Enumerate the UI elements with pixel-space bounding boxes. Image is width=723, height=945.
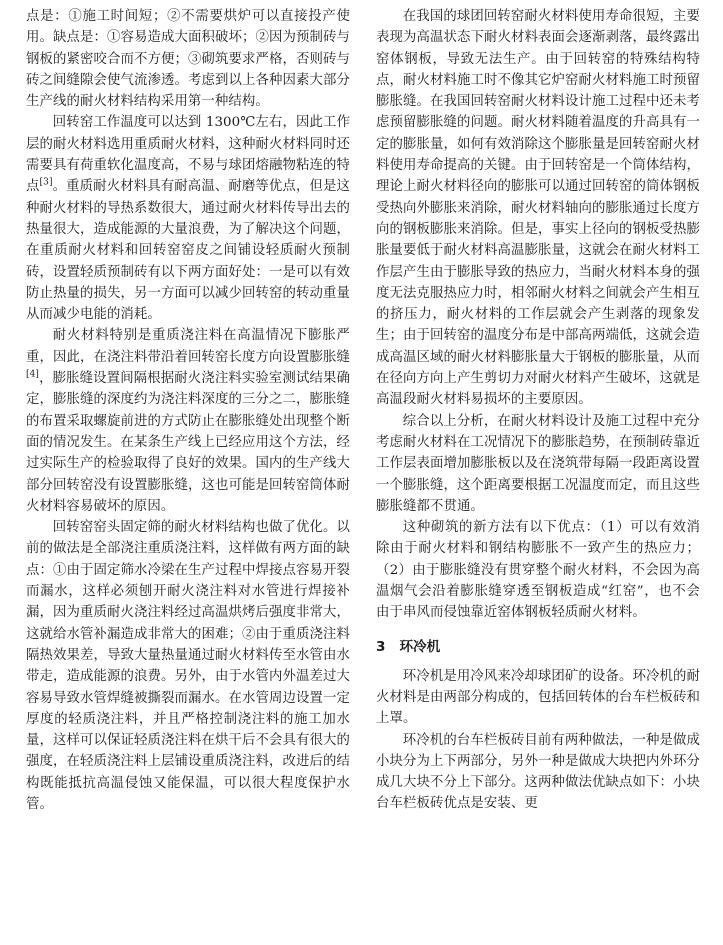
paragraph-expansion-joint — [26, 325, 350, 517]
left-column — [26, 6, 350, 815]
paragraph-service-life: 在我国的球团回转窑耐火材料使用寿命很短，主要表现为高温状态下耐火材料表面会逐渐剥落，最终露出窑体钢板，导致无法生产。由于回转窑的特殊结构特点，耐火材料施工时不像其它炉窑耐火材料施工时预留膨胀缝。在我国回转窑耐火材料设计施工过程中还未考虑预留膨胀缝的问题。耐火材料随着温度的升高具有一定的膨胀量，如何有效消除这个膨胀量是回转窑耐火材料使用寿命提高的关键。由于回转窑是一个筒体结构，理论上耐火材料径向的膨胀可以通过回转窑的筒体钢板受热向外膨胀来消除，耐火材料轴向的膨胀通过长度方向的钢板膨胀来消除。但是，事实上径向的钢板受热膨胀量要低于耐火材料高温膨胀量，这就会在耐火材料工作层产生由于膨胀导致的热应力，当耐火材料本身的强度无法克服热应力时，相邻耐火材料之间就会产生相互的挤压力，耐火材料的工作层就会产生剥落的现象发生；由于回转窑的温度分布是中部高两端低，这就会造成高温区域的耐火材料膨胀量大于钢板的膨胀量，从而在径向方向上产生剪切力对耐火材料产生破坏，这就是高温段耐火材料易损坏的主要原因。 — [376, 9, 700, 408]
paragraph-ring-cooler-bricks: 环冷机的台车栏板砖目前有两种做法，一种是做成小块分为上下两部分，另外一种是做成大块把内外环分成几大块不分上下部分。这两种做法优缺点如下：小块台车栏板砖优点是安装、更 — [376, 732, 700, 812]
paragraph-text: 耐火材料特别是重质浇注料在高温情况下膨胀严重，因此，在浇注料带沿着回转窑长度方向设置膨胀缝 — [26, 328, 350, 365]
paragraph-text: 。重质耐火材料具有耐高温、耐磨等优点，但是这种耐火材料的导热系数很大，通过耐火材料传导出去的热量很大，造成能源的大量浪费，为了解决这个问题，在重质耐火材料和回转窑窑皮之间铺设轻质耐火预制砖，设置轻质预制砖有以下两方面好处：一是可以有效防止热量的损失，另一方面可以减少回转窑的转动重量从而减少电能的消耗。 — [26, 179, 350, 323]
citation-ref: [3] — [39, 177, 53, 188]
section-title: 环冷机 — [399, 638, 441, 655]
paragraph-analysis-summary: 综合以上分析，在耐火材料设计及施工过程中充分考虑耐火材料在工况情况下的膨胀趋势，在预制砖靠近工作层表面增加膨胀板以及在浇筑带每隔一段距离设置一个膨胀缝，这个距离要根据工况温度而定，而且这些膨胀缝都不贯通。 — [376, 413, 700, 514]
section-heading — [376, 636, 700, 658]
paragraph-working-layer — [26, 112, 350, 325]
citation-ref: [4] — [26, 369, 40, 380]
paragraph-text: ，膨胀缝设置间隔根据耐火浇注料实验室测试结果确定，膨胀缝的深度约为浇注料深度的三分之二，膨胀缝的布置采取螺旋前进的方式防止在膨胀缝处出现整个断面的情况发生。在某条生产线上已经应用这个方法，经过实际生产的检验取得了良好的效果。国内的生产线大部分回转窑没有设置膨胀缝，这也可能是回转窑筒体耐火材料容易破坏的原因。 — [26, 371, 350, 514]
paragraph-fixed-screen: 回转窑窑头固定筛的耐火材料结构也做了优化。以前的做法是全部浇注重质浇注料，这样做有两方面的缺点：①由于固定筛水冷梁在生产过程中焊接点容易开裂而漏水，这样必须刨开耐火浇注料对水管进行焊接补漏，因为重质耐火浇注料经过高温烘烤后强度非常大，这就给水管补漏造成非常大的困难；②由于重质浇注料隔热效果差，导致大量热量通过耐火材料传至水管由水带走，造成能源的浪费。另外，由于水管内外温差过大容易导致水管焊缝被撕裂而漏水。在水管周边设置一定厚度的轻质浇注料，并且严格控制浇注料的施工加水量，这样可以保证轻质浇注料在烘干后不会具有很大的强度，在轻质浇注料上层铺设重质浇注料，改进后的结构既能抵抗高温侵蚀又能保温，可以很大程度保护水管。 — [26, 520, 350, 812]
paragraph-kiln-structure-summary: 点是：①施工时间短；②不需要烘炉可以直接投产使用。缺点是：①容易造成大面积破坏；②因为预制砖与钢板的紧密咬合而不方便；③砌筑要求严格，否则砖与砖之间缝隙会使气流渗透。考虑到以上各种因素大部分生产线的耐火材料结构采用第一种结构。 — [26, 9, 350, 110]
paragraph-text: 回转窑工作温度可以达到 1300℃左右，因此工作层的耐火材料选用重质耐火材料，这种耐火材料同时还需要具有荷重软化温度高，不易与球团熔融物粘连的特点 — [26, 115, 350, 195]
paragraph-new-method-advantages: 这种砌筑的新方法有以下优点：（1）可以有效消除由于耐火材料和钢结构膨胀不一致产生的热应力；（2）由于膨胀缝没有贯穿整个耐火材料，不会因为高温烟气会沿着膨胀缝穿透至钢板造成“红窑”，也不会由于串风而侵蚀靠近窑体钢板轻质耐火材料。 — [376, 520, 700, 621]
right-column — [376, 6, 700, 815]
section-number: 3 — [376, 638, 386, 655]
paragraph-ring-cooler-intro: 环冷机是用冷风来冷却球团矿的设备。环冷机的耐火材料是由两部分构成的，包括回转体的台车栏板砖和上罩。 — [376, 668, 700, 727]
